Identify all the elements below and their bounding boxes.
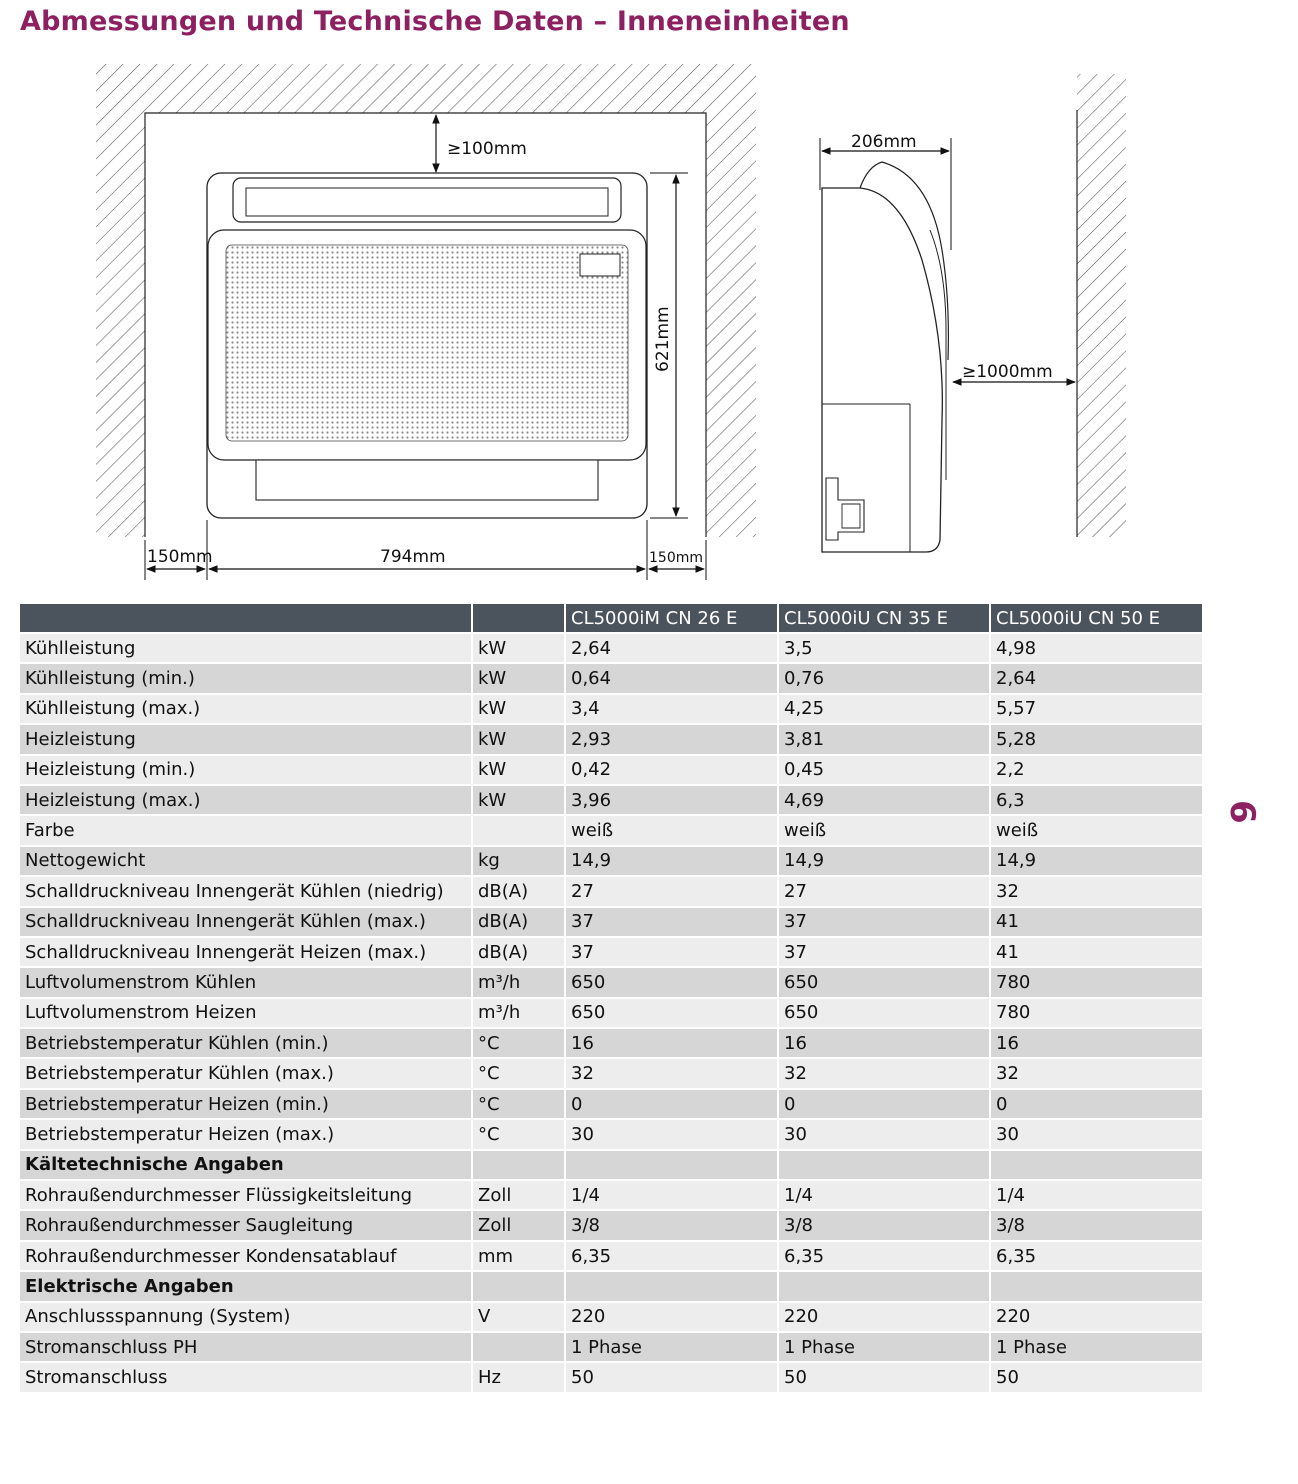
unit-cell: m³/h [472, 998, 565, 1028]
spec-table [20, 604, 1204, 1392]
value-cell: 1/4 [565, 1180, 778, 1210]
value-cell [990, 1150, 1203, 1180]
table-row [20, 876, 1203, 906]
label-cell: Kühlleistung (max.) [20, 694, 472, 724]
value-cell [778, 1150, 990, 1180]
label-cell: Farbe [20, 815, 472, 845]
label-cell: Schalldruckniveau Innengerät Heizen (max.) [20, 937, 472, 967]
value-cell: 6,3 [990, 785, 1203, 815]
unit-cell: kW [472, 724, 565, 754]
depth-label: 206mm [851, 132, 917, 152]
value-cell: 41 [990, 907, 1203, 937]
value-cell: 27 [565, 876, 778, 906]
value-cell: 3,5 [778, 633, 990, 663]
value-cell: weiß [778, 815, 990, 845]
value-cell: 220 [565, 1302, 778, 1332]
value-cell: 3/8 [565, 1210, 778, 1240]
label-cell: Rohraußendurchmesser Flüssigkeitsleitung [20, 1180, 472, 1210]
value-cell: 3,81 [778, 724, 990, 754]
value-cell: 32 [990, 876, 1203, 906]
value-cell: 30 [565, 1119, 778, 1149]
unit-cell: kW [472, 633, 565, 663]
value-cell: 0,45 [778, 755, 990, 785]
value-cell: 32 [565, 1058, 778, 1088]
value-cell: 2,2 [990, 755, 1203, 785]
right-clearance-label: 150mm [649, 550, 703, 566]
value-cell: 37 [565, 907, 778, 937]
value-cell: weiß [990, 815, 1203, 845]
label-cell: Rohraußendurchmesser Saugleitung [20, 1210, 472, 1240]
value-cell: 37 [778, 937, 990, 967]
label-cell: Schalldruckniveau Innengerät Kühlen (niedrig) [20, 876, 472, 906]
unit-cell [472, 1332, 565, 1362]
side-view-wall [1077, 74, 1126, 537]
value-cell: 0,76 [778, 663, 990, 693]
unit-cell [472, 1150, 565, 1180]
table-row [20, 1028, 1203, 1058]
value-cell [990, 1271, 1203, 1301]
table-row [20, 1332, 1203, 1362]
unit-cell: kg [472, 846, 565, 876]
unit-cell: mm [472, 1241, 565, 1271]
value-cell: 3/8 [990, 1210, 1203, 1240]
value-cell: 50 [565, 1362, 778, 1391]
value-cell: 0,64 [565, 663, 778, 693]
value-cell: 14,9 [565, 846, 778, 876]
value-cell: 3/8 [778, 1210, 990, 1240]
table-row [20, 937, 1203, 967]
label-cell: Betriebstemperatur Heizen (max.) [20, 1119, 472, 1149]
value-cell: 0,42 [565, 755, 778, 785]
label-cell: Nettogewicht [20, 846, 472, 876]
table-row [20, 1241, 1203, 1271]
header-model-2: CL5000iU CN 35 E [778, 604, 990, 633]
table-header-row [20, 604, 1203, 633]
value-cell: 1/4 [990, 1180, 1203, 1210]
table-row [20, 1180, 1203, 1210]
value-cell: 0 [778, 1089, 990, 1119]
label-cell: Betriebstemperatur Heizen (min.) [20, 1089, 472, 1119]
value-cell: 220 [778, 1302, 990, 1332]
value-cell: 5,28 [990, 724, 1203, 754]
unit-cell: V [472, 1302, 565, 1332]
unit-cell: °C [472, 1119, 565, 1149]
value-cell [565, 1271, 778, 1301]
value-cell: 1 Phase [778, 1332, 990, 1362]
value-cell: 2,93 [565, 724, 778, 754]
label-cell: Kühlleistung [20, 633, 472, 663]
header-label-cell [20, 604, 472, 633]
width-label: 794mm [380, 547, 446, 567]
indoor-unit-front [207, 173, 647, 518]
unit-cell: Hz [472, 1362, 565, 1391]
unit-cell: dB(A) [472, 907, 565, 937]
value-cell: 1/4 [778, 1180, 990, 1210]
chapter-tab: 6 [1222, 800, 1262, 824]
value-cell: 6,35 [565, 1241, 778, 1271]
table-row [20, 846, 1203, 876]
header-model-1: CL5000iM CN 26 E [565, 604, 778, 633]
front-clearance-label: ≥1000mm [962, 362, 1053, 382]
header-unit-cell [472, 604, 565, 633]
table-row [20, 633, 1203, 663]
value-cell: 16 [778, 1028, 990, 1058]
value-cell: 14,9 [778, 846, 990, 876]
unit-cell: °C [472, 1089, 565, 1119]
value-cell: 0 [565, 1089, 778, 1119]
table-row [20, 1089, 1203, 1119]
section-row [20, 1150, 1203, 1180]
top-clearance-label: ≥100mm [447, 139, 527, 159]
value-cell: 30 [990, 1119, 1203, 1149]
dimension-drawing [0, 55, 1298, 590]
value-cell: 3,4 [565, 694, 778, 724]
label-cell: Elektrische Angaben [20, 1271, 472, 1301]
unit-cell [472, 1271, 565, 1301]
unit-cell: kW [472, 663, 565, 693]
label-cell: Luftvolumenstrom Heizen [20, 998, 472, 1028]
table-row [20, 694, 1203, 724]
label-cell: Heizleistung (max.) [20, 785, 472, 815]
value-cell: 2,64 [990, 663, 1203, 693]
label-cell: Betriebstemperatur Kühlen (min.) [20, 1028, 472, 1058]
table-row [20, 1362, 1203, 1391]
unit-cell: kW [472, 694, 565, 724]
table-row [20, 755, 1203, 785]
table-row [20, 1119, 1203, 1149]
value-cell: 27 [778, 876, 990, 906]
value-cell: weiß [565, 815, 778, 845]
table-row [20, 998, 1203, 1028]
value-cell: 4,69 [778, 785, 990, 815]
value-cell: 0 [990, 1089, 1203, 1119]
value-cell: 6,35 [778, 1241, 990, 1271]
table-row [20, 785, 1203, 815]
table-row [20, 724, 1203, 754]
value-cell: 14,9 [990, 846, 1203, 876]
unit-cell: °C [472, 1028, 565, 1058]
value-cell: 1 Phase [565, 1332, 778, 1362]
value-cell: 50 [778, 1362, 990, 1391]
table-row [20, 1210, 1203, 1240]
unit-cell [472, 815, 565, 845]
value-cell: 780 [990, 967, 1203, 997]
label-cell: Luftvolumenstrom Kühlen [20, 967, 472, 997]
value-cell: 650 [565, 998, 778, 1028]
left-clearance-label: 150mm [147, 547, 213, 567]
label-cell: Heizleistung (min.) [20, 755, 472, 785]
section-row [20, 1271, 1203, 1301]
value-cell: 37 [778, 907, 990, 937]
table-row [20, 663, 1203, 693]
value-cell: 32 [990, 1058, 1203, 1088]
header-model-3: CL5000iU CN 50 E [990, 604, 1203, 633]
table-row [20, 1058, 1203, 1088]
unit-cell: kW [472, 755, 565, 785]
table-row [20, 815, 1203, 845]
value-cell [565, 1150, 778, 1180]
value-cell: 780 [990, 998, 1203, 1028]
label-cell: Rohraußendurchmesser Kondensatablauf [20, 1241, 472, 1271]
label-cell: Betriebstemperatur Kühlen (max.) [20, 1058, 472, 1088]
value-cell: 16 [990, 1028, 1203, 1058]
unit-cell: dB(A) [472, 937, 565, 967]
table-body [20, 633, 1203, 1392]
table-row [20, 1302, 1203, 1332]
value-cell: 650 [778, 998, 990, 1028]
value-cell: 37 [565, 937, 778, 967]
value-cell: 4,98 [990, 633, 1203, 663]
table-row [20, 967, 1203, 997]
unit-cell: °C [472, 1058, 565, 1088]
unit-cell: m³/h [472, 967, 565, 997]
unit-cell: kW [472, 785, 565, 815]
unit-cell: Zoll [472, 1210, 565, 1240]
value-cell: 6,35 [990, 1241, 1203, 1271]
value-cell: 50 [990, 1362, 1203, 1391]
value-cell: 5,57 [990, 694, 1203, 724]
value-cell: 650 [778, 967, 990, 997]
label-cell: Stromanschluss PH [20, 1332, 472, 1362]
page-title: Abmessungen und Technische Daten – Inneneinheiten [20, 6, 850, 37]
label-cell: Stromanschluss [20, 1362, 472, 1391]
value-cell: 650 [565, 967, 778, 997]
value-cell: 1 Phase [990, 1332, 1203, 1362]
value-cell: 4,25 [778, 694, 990, 724]
value-cell [778, 1271, 990, 1301]
value-cell: 220 [990, 1302, 1203, 1332]
label-cell: Kühlleistung (min.) [20, 663, 472, 693]
value-cell: 2,64 [565, 633, 778, 663]
height-label: 621mm [653, 306, 673, 372]
value-cell: 3,96 [565, 785, 778, 815]
indoor-unit-side [822, 162, 948, 552]
label-cell: Kältetechnische Angaben [20, 1150, 472, 1180]
unit-cell: Zoll [472, 1180, 565, 1210]
table-row [20, 907, 1203, 937]
label-cell: Anschlussspannung (System) [20, 1302, 472, 1332]
value-cell: 16 [565, 1028, 778, 1058]
unit-cell: dB(A) [472, 876, 565, 906]
value-cell: 30 [778, 1119, 990, 1149]
label-cell: Schalldruckniveau Innengerät Kühlen (max.) [20, 907, 472, 937]
value-cell: 41 [990, 937, 1203, 967]
label-cell: Heizleistung [20, 724, 472, 754]
value-cell: 32 [778, 1058, 990, 1088]
